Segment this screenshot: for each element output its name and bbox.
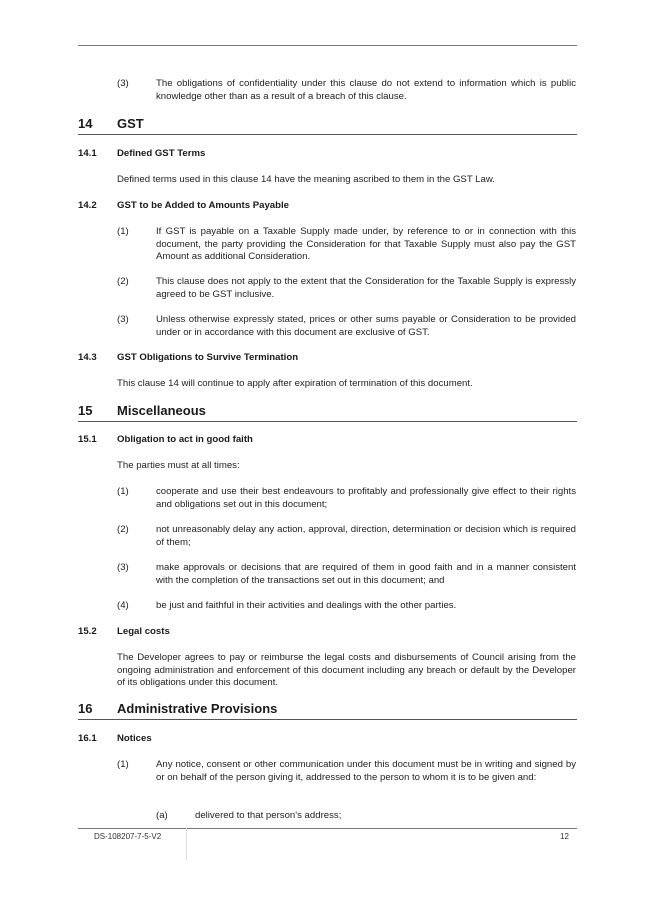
footer-rule: [78, 828, 577, 829]
subclause-number: 14.3: [78, 352, 97, 363]
item-text: be just and faithful in their activities and dealings with the other parties.: [156, 600, 457, 611]
clause-number: 16: [78, 701, 93, 716]
item-text: Unless otherwise expressly stated, prices or other sums payable or Consideration to be provided under or in accordance with this document are exclusive of GST.: [156, 314, 576, 338]
item-number: (1): [117, 759, 129, 770]
paragraph-text: Defined terms used in this clause 14 have the meaning ascribed to them in the GST Law.: [117, 174, 495, 185]
item-text: not unreasonably delay any action, approval, direction, determination or decision which is required of them;: [156, 524, 576, 548]
clause-number: 15: [78, 403, 93, 418]
subclause-number: 15.1: [78, 434, 97, 445]
header-rule: [78, 45, 577, 46]
item-number: (2): [117, 524, 129, 535]
item-text: cooperate and use their best endeavours to profitably and professionally give effect to their rights and obligations set out in this document;: [156, 486, 576, 510]
item-text: Any notice, consent or other communication under this document must be in writing and signed by or on behalf of the person giving it, addressed to the person to whom it is to be given and:: [156, 759, 576, 783]
footer-divider: [186, 828, 187, 860]
subclause-title: Obligation to act in good faith: [117, 434, 253, 445]
subclause-title: Legal costs: [117, 626, 170, 637]
subclause-title: Notices: [117, 733, 152, 744]
paragraph-text: The parties must at all times:: [117, 460, 240, 471]
subclause-number: 16.1: [78, 733, 97, 744]
item-number: (3): [117, 562, 129, 573]
item-number: (3): [117, 78, 129, 89]
subclause-number: 14.1: [78, 148, 97, 159]
item-number: (1): [117, 226, 129, 237]
paragraph-text: This clause 14 will continue to apply after expiration of termination of this document.: [117, 378, 473, 389]
subclause-title: GST Obligations to Survive Termination: [117, 352, 299, 363]
paragraph-text: The Developer agrees to pay or reimburse the legal costs and disbursements of Council arising from the ongoing administration and enforcement of this document including any breach or default by the Developer of its obligations under this document.: [117, 652, 576, 688]
subclause-title: GST to be Added to Amounts Payable: [117, 200, 289, 211]
page-number: 12: [560, 832, 569, 841]
item-number: (3): [117, 314, 129, 325]
sub-item-number: (a): [156, 810, 168, 821]
clause-title: GST: [117, 116, 144, 131]
clause-14-heading: [78, 116, 577, 135]
item-number: (1): [117, 486, 129, 497]
item-text: This clause does not apply to the extent that the Consideration for the Taxable Supply is expressly agreed to be GST inclusive.: [156, 276, 576, 300]
sub-item-text: delivered to that person's address;: [195, 810, 342, 821]
item-number: (2): [117, 276, 129, 287]
item-text: If GST is payable on a Taxable Supply made under, by reference to or in connection with this document, the party providing the Consideration for that Taxable Supply must also pay the GST Amount as additional Consideration.: [156, 226, 576, 262]
document-reference: DS-108207-7-5-V2: [94, 832, 162, 841]
clause-title: Miscellaneous: [117, 403, 206, 418]
paragraph-text: The obligations of confidentiality under this clause do not extend to information which is public knowledge other than as a result of a breach of this clause.: [156, 78, 576, 102]
item-text: make approvals or decisions that are required of them in good faith and in a manner consistent with the completion of the transactions set out in this document; and: [156, 562, 576, 586]
item-number: (4): [117, 600, 129, 611]
subclause-number: 15.2: [78, 626, 97, 637]
clause-16-heading: [78, 701, 577, 720]
clause-title: Administrative Provisions: [117, 701, 278, 716]
clause-number: 14: [78, 116, 93, 131]
subclause-number: 14.2: [78, 200, 97, 211]
subclause-title: Defined GST Terms: [117, 148, 206, 159]
clause-15-heading: [78, 403, 577, 422]
